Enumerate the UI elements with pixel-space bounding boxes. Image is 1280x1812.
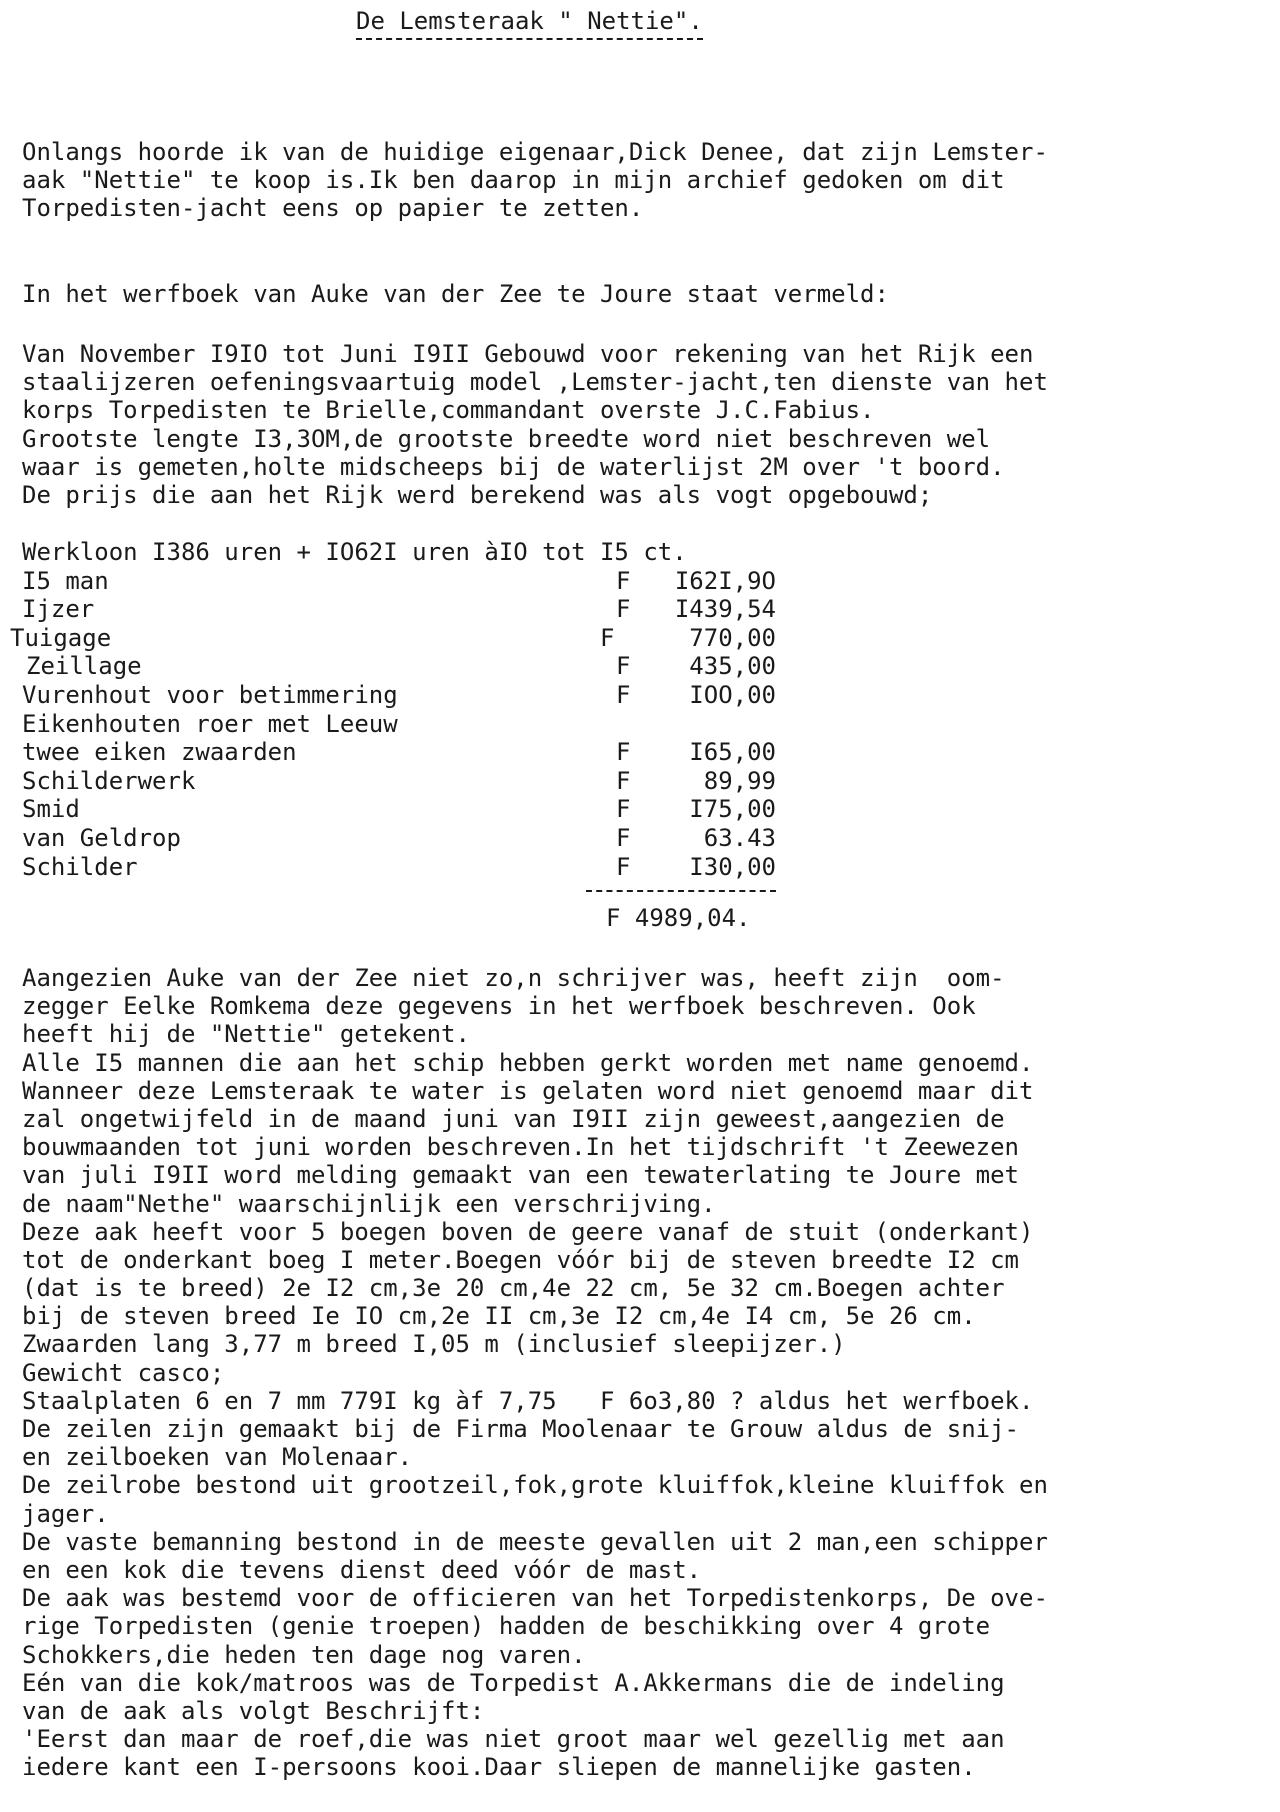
cost-amount: I30,00 xyxy=(689,852,776,881)
cost-row xyxy=(10,652,910,681)
text-line: Alle I5 mannen die aan het schip hebben gerkt worden met name genoemd. xyxy=(22,1048,1034,1077)
text-line: jager. xyxy=(22,1499,109,1528)
document-title: De Lemsteraak " Nettie". xyxy=(356,6,703,40)
text-line: De prijs die aan het Rijk werd berekend was als vogt opgebouwd; xyxy=(22,480,933,509)
text-line: Onlangs hoorde ik van de huidige eigenaar,Dick Denee, dat zijn Lemster- xyxy=(22,138,1048,166)
cost-currency: F xyxy=(616,852,631,881)
text-line: Deze aak heeft voor 5 boegen boven de geere vanaf de stuit (onderkant) xyxy=(22,1217,1034,1246)
text-line: De zeilen zijn gemaakt bij de Firma Moolenaar te Grouw aldus de snij- xyxy=(22,1415,1019,1443)
cost-row xyxy=(10,624,910,653)
cost-currency: F xyxy=(616,652,631,681)
cost-label: Schilderwerk xyxy=(22,766,196,795)
cost-label: I5 man xyxy=(22,566,109,595)
cost-label: Ijzer xyxy=(22,595,95,624)
text-line: Torpedisten-jacht eens op papier te zetten. xyxy=(22,194,644,223)
cost-row xyxy=(10,853,910,882)
total-divider xyxy=(586,890,776,892)
cost-row xyxy=(10,824,910,853)
text-line: zal ongetwijfeld in de maand juni van I9II zijn geweest,aangezien de xyxy=(22,1104,1005,1133)
text-line: tot de onderkant boeg I meter.Boegen vóór bij de steven breedte I2 cm xyxy=(22,1245,1019,1274)
text-line: van de aak als volgt Beschrijft: xyxy=(22,1696,485,1725)
cost-currency: F xyxy=(616,738,631,767)
text-line: waar is gemeten,holte midscheeps bij de waterlijst 2M over 't boord. xyxy=(22,452,1005,481)
text-line: van juli I9II word melding gemaakt van een tewaterlating te Joure met xyxy=(22,1161,1019,1190)
cost-currency: F xyxy=(616,823,631,852)
text-line: In het werfboek van Auke van der Zee te Joure staat vermeld: xyxy=(22,280,889,308)
cost-row xyxy=(10,567,910,596)
cost-label: Vurenhout voor betimmering xyxy=(22,680,398,709)
intro-paragraph xyxy=(22,138,1272,223)
text-line: aak "Nettie" te koop is.Ik ben daarop in mijn archief gedoken om dit xyxy=(22,166,1005,195)
cost-header xyxy=(10,538,910,567)
cost-table xyxy=(10,538,910,881)
cost-row xyxy=(10,595,910,624)
text-line: iedere kant een I-persoons kooi.Daar sliepen de mannelijke gasten. xyxy=(22,1753,976,1782)
cost-amount: I65,00 xyxy=(689,738,776,767)
body-paragraph xyxy=(22,964,1272,1781)
cost-row xyxy=(10,738,910,767)
cost-currency: F xyxy=(616,795,631,824)
cost-amount: 435,00 xyxy=(689,652,776,681)
cost-currency: F xyxy=(616,566,631,595)
text-line: en zeilboeken van Molenaar. xyxy=(22,1443,413,1472)
cost-label: Schilder xyxy=(22,852,138,881)
text-line: staalijzeren oefeningsvaartuig model ,Lemster-jacht,ten dienste van het xyxy=(22,368,1048,397)
cost-amount: I62I,9O xyxy=(674,566,776,595)
werfboek-heading xyxy=(22,280,1272,308)
cost-row xyxy=(10,681,910,710)
text-line: bij de steven breed Ie IO cm,2e II cm,3e I2 cm,4e I4 cm, 5e 26 cm. xyxy=(22,1302,976,1331)
werfboek-paragraph xyxy=(22,340,1272,509)
text-line: Aangezien Auke van der Zee niet zo,n schrijver was, heeft zijn oom- xyxy=(22,964,1005,992)
cost-row xyxy=(10,767,910,796)
text-line: De zeilrobe bestond uit grootzeil,fok,grote kluiffok,kleine kluiffok en xyxy=(22,1471,1048,1500)
text-line: rige Torpedisten (genie troepen) hadden de beschikking over 4 grote xyxy=(22,1612,991,1641)
cost-currency: F xyxy=(616,766,631,795)
cost-amount: 770,00 xyxy=(689,623,776,652)
cost-row xyxy=(10,795,910,824)
text-line: de naam"Nethe" waarschijnlijk een verschrijving. xyxy=(22,1189,716,1218)
text-line: Zwaarden lang 3,77 m breed I,05 m (inclusief sleepijzer.) xyxy=(22,1330,846,1359)
cost-amount: 63.43 xyxy=(703,823,776,852)
text-line: zegger Eelke Romkema deze gegevens in het werfboek beschreven. Ook xyxy=(22,992,976,1021)
werkloon-line: Werkloon I386 uren + IO62I uren àIO tot I5 ct. xyxy=(22,538,687,566)
text-line: 'Eerst dan maar de roef,die was niet groot maar wel gezellig met aan xyxy=(22,1725,1005,1754)
text-line: Gewicht casco; xyxy=(22,1358,225,1387)
text-line: De aak was bestemd voor de officieren van het Torpedistenkorps, De ove- xyxy=(22,1584,1048,1613)
cost-currency: F xyxy=(616,680,631,709)
cost-label: Tuigage xyxy=(10,623,112,652)
cost-label: Eikenhouten roer met Leeuw xyxy=(22,709,398,738)
text-line: Grootste lengte I3,3OM,de grootste breedte word niet beschreven wel xyxy=(22,424,991,453)
cost-currency: F xyxy=(616,595,631,624)
text-line: Van November I9IO tot Juni I9II Gebouwd voor rekening van het Rijk een xyxy=(22,340,1034,368)
cost-total: F 4989,04. xyxy=(606,904,751,932)
cost-amount: IOO,00 xyxy=(689,680,776,709)
cost-label: van Geldrop xyxy=(22,823,181,852)
text-line: Eén van die kok/matroos was de Torpedist A.Akkermans die de indeling xyxy=(22,1668,1005,1697)
text-line: Wanneer deze Lemsteraak te water is gelaten word niet genoemd maar dit xyxy=(22,1076,1034,1105)
cost-label: Smid xyxy=(22,795,80,824)
text-line: (dat is te breed) 2e I2 cm,3e 20 cm,4e 22 cm, 5e 32 cm.Boegen achter xyxy=(22,1274,1005,1303)
cost-label: twee eiken zwaarden xyxy=(22,738,297,767)
text-line: De vaste bemanning bestond in de meeste gevallen uit 2 man,een schipper xyxy=(22,1527,1048,1556)
text-line: heeft hij de "Nettie" getekent. xyxy=(22,1020,470,1049)
text-line: korps Torpedisten te Brielle,commandant overste J.C.Fabius. xyxy=(22,396,875,425)
text-line: bouwmaanden tot juni worden beschreven.In het tijdschrift 't Zeewezen xyxy=(22,1133,1019,1162)
cost-amount: 89,99 xyxy=(703,766,776,795)
text-line: en een kok die tevens dienst deed vóór de mast. xyxy=(22,1555,702,1584)
text-line: Staalplaten 6 en 7 mm 779I kg àf 7,75 F 6o3,80 ? aldus het werfboek. xyxy=(22,1386,1034,1415)
cost-currency: F xyxy=(600,623,615,652)
cost-label: Zeillage xyxy=(26,652,142,681)
cost-amount: I439,54 xyxy=(674,595,776,624)
cost-row xyxy=(10,710,910,739)
text-line: Schokkers,die heden ten dage nog varen. xyxy=(22,1640,586,1669)
cost-amount: I75,00 xyxy=(689,795,776,824)
